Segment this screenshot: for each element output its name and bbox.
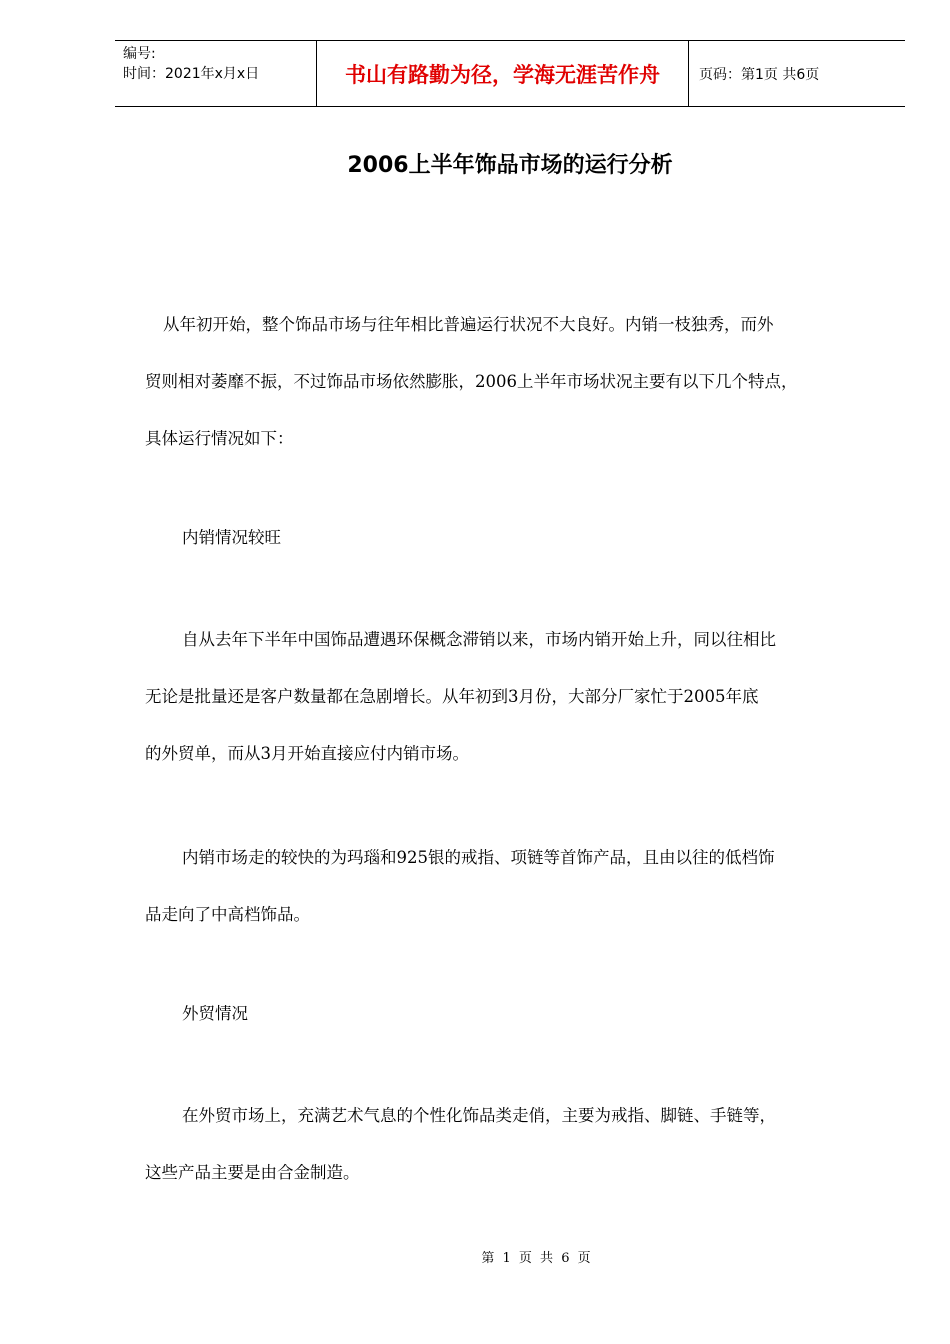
paragraph-foreign-trade — [145, 1087, 905, 1201]
document-header — [115, 40, 905, 107]
paragraph-line: 贸则相对萎靡不振，不过饰品市场依然膨胀，2006上半年市场状况主要有以下几个特点， — [145, 372, 798, 391]
section-heading-domestic: 内销情况较旺 — [182, 528, 281, 547]
paragraph-line: 品走向了中高档饰品。 — [145, 905, 310, 924]
paragraph-line: 从年初开始，整个饰品市场与往年相比普遍运行状况不大良好。内销一枝独秀，而外 — [163, 315, 774, 334]
header-motto: 书山有路勤为径，学海无涯苦作舟 — [316, 41, 689, 106]
paragraph-line: 内销市场走的较快的为玛瑙和925银的戒指、项链等首饰产品，且由以往的低档饰 — [182, 848, 775, 867]
paragraph-intro — [145, 296, 905, 467]
paragraph-line: 在外贸市场上，充满艺术气息的个性化饰品类走俏，主要为戒指、脚链、手链等， — [182, 1106, 776, 1125]
paragraph-line: 无论是批量还是客户数量都在急剧增长。从年初到3月份，大部分厂家忙于2005年底 — [145, 687, 759, 706]
paragraph-line: 具体运行情况如下： — [145, 429, 294, 448]
document-number-label: 编号: — [123, 46, 156, 62]
document-time-label: 时间：2021年x月x日 — [123, 66, 260, 82]
document-title: 2006上半年饰品市场的运行分析 — [347, 153, 673, 178]
page-footer: 第 1 页 共 6 页 — [481, 1251, 591, 1266]
header-page-info: 页码：第1页 共6页 — [699, 66, 820, 83]
paragraph-line: 的外贸单，而从3月开始直接应付内销市场。 — [145, 744, 469, 763]
paragraph-line: 这些产品主要是由合金制造。 — [145, 1163, 360, 1182]
paragraph-domestic-products — [145, 829, 905, 943]
paragraph-line: 自从去年下半年中国饰品遭遇环保概念滞销以来，市场内销开始上升，同以往相比 — [182, 630, 776, 649]
paragraph-domestic — [145, 611, 905, 782]
section-heading-foreign-trade: 外贸情况 — [182, 1004, 248, 1023]
header-meta — [115, 41, 316, 106]
